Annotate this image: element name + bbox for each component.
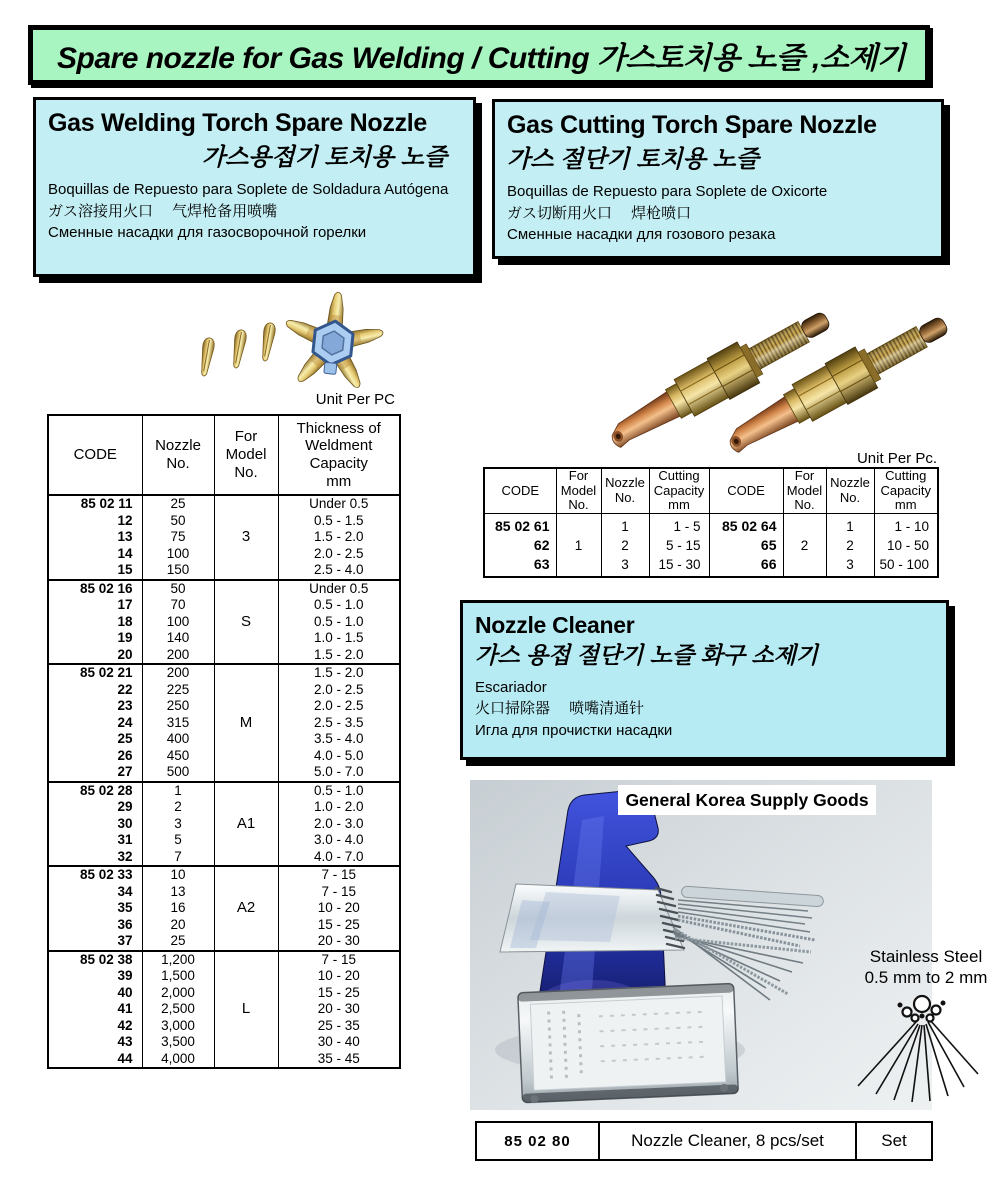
table-row [48,580,400,598]
needle-fan-icon [850,988,998,1106]
thickness-cell: 25 - 35 [278,1018,400,1035]
model-cell: 1 [556,514,601,578]
capacity-cell: 1 - 10 10 - 50 50 - 100 [874,514,938,578]
thickness-cell: 2.0 - 2.5 [278,546,400,563]
nozzle-no-cell: 150 [142,562,214,580]
welding-header-box [33,97,476,277]
cutting-box-line-ja-zh: ガス切断用火口 焊枪喷口 [507,204,692,222]
unit-cell: Set [856,1122,932,1160]
code-cell: 85 02 33 [48,866,142,884]
nozzle-no-cell: 140 [142,630,214,647]
nozzle-no-cell: 1 2 3 [826,514,874,578]
nozzle-no-cell: 16 [142,900,214,917]
code-cell: 85 02 11 [48,495,142,513]
code-cell: 32 [48,849,142,867]
thickness-cell: 2.0 - 2.5 [278,682,400,699]
cutting-box-line-russian: Сменные насадки для гозового резака [507,226,776,244]
unit-per-pc-label: Unit Per PC [315,391,395,408]
nozzle-no-cell: 75 [142,529,214,546]
table-row [48,664,400,682]
column-header: For Model No. [556,468,601,514]
nozzle-no-cell: 2,000 [142,985,214,1002]
welding-box-title: Gas Welding Torch Spare Nozzle [48,109,428,137]
code-cell: 26 [48,748,142,765]
thickness-cell: 4.0 - 7.0 [278,849,400,867]
cutting-table-container [483,467,939,578]
thickness-cell: 1.0 - 2.0 [278,799,400,816]
nozzle-no-cell: 50 [142,580,214,598]
nozzle-no-cell: 100 [142,614,214,631]
code-cell: 17 [48,597,142,614]
cleaner-box-line-russian: Игла для прочистки насадки [475,722,673,740]
thickness-cell: 20 - 30 [278,1001,400,1018]
nozzle-no-cell: 250 [142,698,214,715]
thickness-cell: 2.0 - 3.0 [278,816,400,833]
nozzle-no-cell: 3 [142,816,214,833]
model-cell: 3 [214,495,278,580]
nozzle-no-cell: 25 [142,933,214,951]
nozzle-no-cell: 5 [142,832,214,849]
nozzle-no-cell: 4,000 [142,1051,214,1069]
code-cell: 24 [48,715,142,732]
model-cell: S [214,580,278,665]
thickness-cell: 4.0 - 5.0 [278,748,400,765]
stainless-steel-note [845,946,1007,989]
code-cell: 85 02 80 [476,1122,599,1160]
cutting-box-title: Gas Cutting Torch Spare Nozzle [507,111,877,139]
description-cell: Nozzle Cleaner, 8 pcs/set [599,1122,856,1160]
cleaner-box-title-korean: 가스 용접 절단기 노즐 화구 소제기 [475,642,819,669]
nozzle-no-cell: 20 [142,917,214,934]
welding-box-line-russian: Сменные насадки для газосворочной горелки [48,224,367,242]
thickness-cell: 0.5 - 1.0 [278,597,400,614]
code-cell: 36 [48,917,142,934]
code-cell: 31 [48,832,142,849]
nozzle-no-cell: 1,200 [142,951,214,969]
thickness-cell: 2.0 - 2.5 [278,698,400,715]
thickness-cell: 1.0 - 1.5 [278,630,400,647]
table-row [48,866,400,884]
nozzle-no-cell: 2,500 [142,1001,214,1018]
nozzle-no-cell: 200 [142,647,214,665]
thickness-cell: 5.0 - 7.0 [278,764,400,782]
code-cell: 85 02 16 [48,580,142,598]
nozzle-no-cell: 1 [142,782,214,800]
code-group [48,580,400,665]
code-group [48,495,400,580]
nozzle-no-cell: 3,000 [142,1018,214,1035]
thickness-cell: 20 - 30 [278,933,400,951]
table-row [484,514,938,578]
thickness-cell: 10 - 20 [278,900,400,917]
nozzle-cleaner-header-box [460,600,949,760]
code-cell: 19 [48,630,142,647]
nozzle-no-cell: 315 [142,715,214,732]
code-group [48,782,400,867]
thickness-cell: 3.0 - 4.0 [278,832,400,849]
nozzle-no-cell: 25 [142,495,214,513]
code-cell: 27 [48,764,142,782]
column-header: CODE [48,415,142,495]
code-cell: 18 [48,614,142,631]
column-header: Nozzle No. [601,468,649,514]
cutting-box-line-spanish: Boquillas de Repuesto para Soplete de Oxicorte [507,182,828,200]
thickness-cell: 0.5 - 1.0 [278,614,400,631]
photo-caption-label: General Korea Supply Goods [618,785,876,815]
code-cell: 85 02 21 [48,664,142,682]
cleaner-order-table [475,1121,933,1161]
code-cell: 42 [48,1018,142,1035]
table-row [48,495,400,513]
cleaner-box-line-spanish: Escariador [475,678,547,696]
model-cell: A2 [214,866,278,951]
code-group [48,951,400,1069]
code-cell: 23 [48,698,142,715]
nozzle-no-cell: 50 [142,513,214,530]
page-title-banner [28,25,930,85]
code-cell: 15 [48,562,142,580]
thickness-cell: 30 - 40 [278,1034,400,1051]
stainless-note-line1: Stainless Steel [869,947,983,966]
code-cell: 34 [48,884,142,901]
column-header: Cutting Capacity mm [649,468,709,514]
code-cell: 14 [48,546,142,563]
thickness-cell: 1.5 - 2.0 [278,647,400,665]
cutting-box-title-korean: 가스 절단기 토치용 노즐 [507,145,759,173]
thickness-cell: 2.5 - 3.5 [278,715,400,732]
code-cell: 20 [48,647,142,665]
model-cell: M [214,664,278,782]
thickness-cell: 0.5 - 1.5 [278,513,400,530]
nozzle-no-cell: 7 [142,849,214,867]
column-header: CODE [709,468,783,514]
thickness-cell: 3.5 - 4.0 [278,731,400,748]
column-header: Nozzle No. [142,415,214,495]
code-cell: 30 [48,816,142,833]
welding-box-line-ja-zh: ガス溶接用火口 气焊枪备用喷嘴 [48,202,278,220]
thickness-cell: 35 - 45 [278,1051,400,1069]
nozzle-no-cell: 450 [142,748,214,765]
column-header: Nozzle No. [826,468,874,514]
nozzle-no-cell: 10 [142,866,214,884]
welding-box-line-spanish: Boquillas de Repuesto para Soplete de Soldadura Autógena [48,180,449,198]
cutting-header-box [492,99,944,259]
unit-per-pc-label-cutting: Unit Per Pc. [856,450,937,467]
nozzle-no-cell: 13 [142,884,214,901]
capacity-cell: 1 - 5 5 - 15 15 - 30 [649,514,709,578]
table-row [48,951,400,969]
code-group [48,866,400,951]
code-cell: 85 02 38 [48,951,142,969]
thickness-cell: 1.5 - 2.0 [278,664,400,682]
nozzle-no-cell: 225 [142,682,214,699]
table-row [48,782,400,800]
thickness-cell: Under 0.5 [278,495,400,513]
stainless-note-line2: 0.5 mm to 2 mm [864,968,988,988]
code-cell: 40 [48,985,142,1002]
thickness-cell: 10 - 20 [278,968,400,985]
model-cell: 2 [783,514,826,578]
code-cell: 85 02 64 65 66 [709,514,783,578]
column-header: CODE [484,468,556,514]
thickness-cell: 15 - 25 [278,985,400,1002]
code-cell: 85 02 61 62 63 [484,514,556,578]
welding-table-container [47,414,401,1069]
nozzle-no-cell: 400 [142,731,214,748]
code-cell: 41 [48,1001,142,1018]
nozzle-no-cell: 500 [142,764,214,782]
code-group [48,664,400,782]
cutting-nozzles-photo [600,280,1000,475]
column-header: Cutting Capacity mm [874,468,938,514]
thickness-cell: 7 - 15 [278,884,400,901]
code-cell: 25 [48,731,142,748]
code-cell: 43 [48,1034,142,1051]
thickness-cell: 2.5 - 4.0 [278,562,400,580]
table-row [476,1122,932,1160]
nozzle-no-cell: 70 [142,597,214,614]
model-cell: A1 [214,782,278,867]
nozzle-no-cell: 2 [142,799,214,816]
code-cell: 37 [48,933,142,951]
model-cell: L [214,951,278,1069]
code-cell: 12 [48,513,142,530]
thickness-cell: 7 - 15 [278,951,400,969]
cleaner-box-title: Nozzle Cleaner [475,612,635,638]
thickness-cell: 1.5 - 2.0 [278,529,400,546]
code-cell: 29 [48,799,142,816]
welding-nozzles-photo [120,288,420,398]
code-cell: 39 [48,968,142,985]
nozzle-no-cell: 100 [142,546,214,563]
code-cell: 85 02 28 [48,782,142,800]
thickness-cell: 15 - 25 [278,917,400,934]
cutting-nozzle-table [483,467,939,578]
thickness-cell: 0.5 - 1.0 [278,782,400,800]
nozzle-no-cell: 200 [142,664,214,682]
nozzle-no-cell: 1,500 [142,968,214,985]
nozzle-no-cell: 1 2 3 [601,514,649,578]
column-header: Thickness of Weldment Capacity mm [278,415,400,495]
nozzle-no-cell: 3,500 [142,1034,214,1051]
thickness-cell: Under 0.5 [278,580,400,598]
code-cell: 35 [48,900,142,917]
welding-box-title-korean: 가스용접기 토치용 노즐 [201,143,447,171]
code-cell: 44 [48,1051,142,1069]
code-cell: 13 [48,529,142,546]
code-cell: 22 [48,682,142,699]
page-title: Spare nozzle for Gas Welding / Cutting 가스토치용 노즐 ,소제기 [57,42,906,75]
welding-nozzle-table [47,414,401,1069]
thickness-cell: 7 - 15 [278,866,400,884]
column-header: For Model No. [783,468,826,514]
cleaner-box-line-ja-zh: 火口掃除器 喷嘴清通针 [475,700,645,718]
column-header: For Model No. [214,415,278,495]
